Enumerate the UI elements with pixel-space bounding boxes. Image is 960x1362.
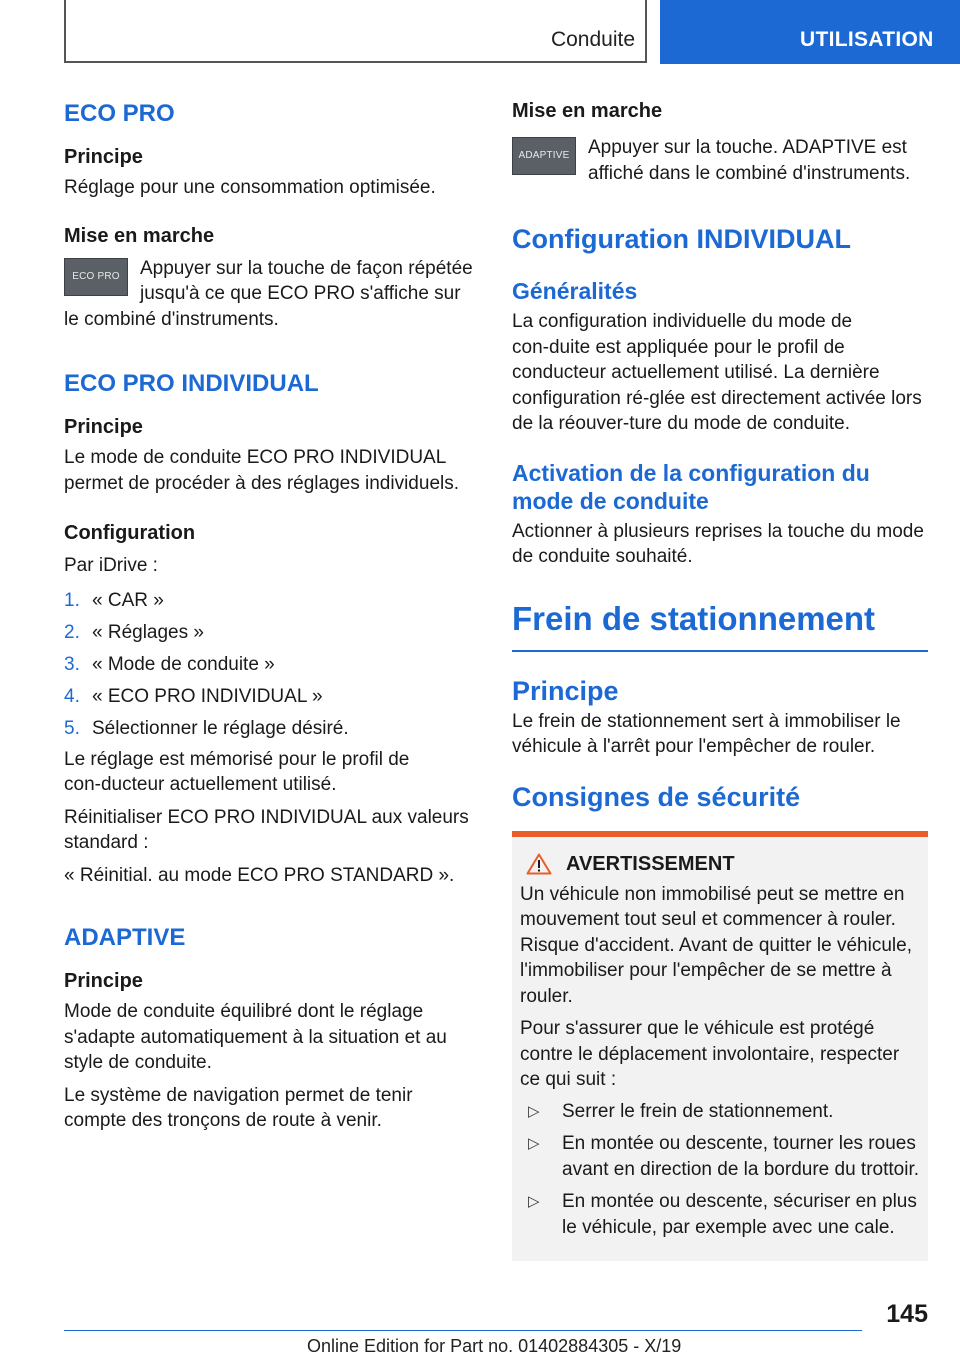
adaptive-title: ADAPTIVE <box>64 924 186 951</box>
eco-pro-principe-heading: Principe <box>64 146 143 168</box>
step-text: « ECO PRO INDIVIDUAL » <box>92 685 323 707</box>
eco-pro-principe-text: Réglage pour une consommation optimisée. <box>64 177 436 198</box>
frein-principe-text: Le frein de stationnement sert à immobiliser le véhicule à l'arrêt pour l'empêcher de rouler. <box>512 710 901 757</box>
warning-list-text: En montée ou descente, tourner les roues avant en direction de la bordure du trottoir. <box>562 1133 920 1180</box>
eco-individual-title: ECO PRO INDIVIDUAL <box>64 370 319 397</box>
step-item <box>64 713 476 745</box>
step-number: 5. <box>64 717 80 739</box>
footer-rule <box>64 1330 862 1331</box>
adaptive-text-1: Mode de conduite équilibré dont le réglage s'adapte automatiquement à la situation et au style de conduite. <box>64 1001 447 1073</box>
adaptive-text-2: Le système de navigation permet de tenir compte des tronçons de route à venir. <box>64 1084 413 1131</box>
warning-list-item <box>520 1131 920 1182</box>
page-number: 145 <box>886 1300 928 1328</box>
triangle-bullet-icon: ▷ <box>528 1135 540 1152</box>
generalites-heading: Généralités <box>512 278 638 304</box>
config-individual-title: Configuration INDIVIDUAL <box>512 224 851 254</box>
triangle-bullet-icon: ▷ <box>528 1102 540 1120</box>
configuration-steps <box>64 585 476 745</box>
header-section: Conduite <box>550 28 635 51</box>
right-column <box>512 100 928 1261</box>
header-chapter-tab: UTILISATION <box>660 0 960 64</box>
eco-individual-principe-text: Le mode de conduite ECO PRO INDIVIDUAL permet de procéder à des réglages individuels. <box>64 447 460 494</box>
generalites-text: La configuration individuelle du mode de con‑duite est appliquée pour le profil de conducteur actuellement utilisé. La dernière configuration ré‑glée est directement activée lors de la réouver‑ture du mode de conduite. <box>512 311 922 434</box>
activation-text: Actionner à plusieurs reprises la touche du mode de conduite souhaité. <box>512 520 924 567</box>
adaptive-marche-text: Appuyer sur la touche. ADAPTIVE est affiché dans le combiné d'instruments. <box>588 137 911 184</box>
eco-pro-button-image: ECO PRO <box>64 258 128 296</box>
adaptive-button-image: ADAPTIVE <box>512 137 576 175</box>
left-column <box>64 100 476 1134</box>
eco-individual-principe-heading: Principe <box>64 416 143 438</box>
adaptive-marche-block <box>512 135 928 186</box>
adaptive-principe-heading: Principe <box>64 970 143 992</box>
warning-list-item <box>520 1189 920 1240</box>
step-item <box>64 585 476 617</box>
warning-title-row <box>520 853 920 876</box>
step-item <box>64 617 476 649</box>
configuration-heading: Configuration <box>64 522 196 544</box>
securite-heading: Consignes de sécurité <box>512 781 801 812</box>
eco-pro-title: ECO PRO <box>64 100 175 127</box>
frein-title-rule <box>512 650 928 652</box>
step-text: « Réglages » <box>92 621 204 643</box>
step-text: « CAR » <box>92 589 164 611</box>
step-text: « Mode de conduite » <box>92 653 275 675</box>
warning-list <box>520 1099 920 1241</box>
adaptive-marche-heading: Mise en marche <box>512 100 663 122</box>
warning-list-text: En montée ou descente, sécuriser en plus le véhicule, par exemple avec une cale. <box>562 1191 917 1238</box>
eco-pro-marche-heading: Mise en marche <box>64 224 215 247</box>
step-number: 3. <box>64 653 80 675</box>
warning-box <box>512 837 928 1262</box>
memorized-note: Le réglage est mémorisé pour le profil de con‑ducteur actuellement utilisé. <box>64 748 410 795</box>
step-number: 2. <box>64 621 80 643</box>
eco-pro-marche-block <box>64 256 476 333</box>
warning-text-2: Pour s'assurer que le véhicule est protégé contre le déplacement involontaire, respecter ce qui suit : <box>520 1018 900 1090</box>
frein-principe-heading: Principe <box>512 675 619 706</box>
warning-list-item <box>520 1099 920 1125</box>
eco-pro-marche-text: Appuyer sur la touche de façon répétée jusqu'à ce que ECO PRO s'affiche sur le combiné d'instruments. <box>64 257 473 330</box>
step-number: 4. <box>64 685 80 707</box>
triangle-bullet-icon: ▷ <box>528 1193 540 1210</box>
step-text: Sélectionner le réglage désiré. <box>92 717 349 739</box>
reset-note: Réinitialiser ECO PRO INDIVIDUAL aux valeurs standard : <box>64 806 469 853</box>
footer-edition: Online Edition for Part no. 01402884305 - X/19 <box>307 1336 682 1356</box>
warning-title: AVERTISSEMENT <box>566 852 735 875</box>
step-number: 1. <box>64 589 80 611</box>
warning-text-1: Un véhicule non immobilisé peut se mettre en mouvement tout seul et commencer à rouler. Risque d'accident. Avant de quitter le véhicule, l'immobiliser pour l'empêcher de se mettre à rouler. <box>520 883 912 1007</box>
frein-title: Frein de stationnement <box>512 599 876 637</box>
reset-command: « Réinitial. au mode ECO PRO STANDARD ». <box>64 864 455 886</box>
step-item <box>64 681 476 713</box>
step-item <box>64 649 476 681</box>
configuration-intro: Par iDrive : <box>64 555 158 576</box>
activation-heading: Activation de la configuration du mode de conduite <box>512 459 870 514</box>
warning-list-text: Serrer le frein de stationnement. <box>562 1100 834 1122</box>
warning-triangle-icon <box>526 853 552 875</box>
